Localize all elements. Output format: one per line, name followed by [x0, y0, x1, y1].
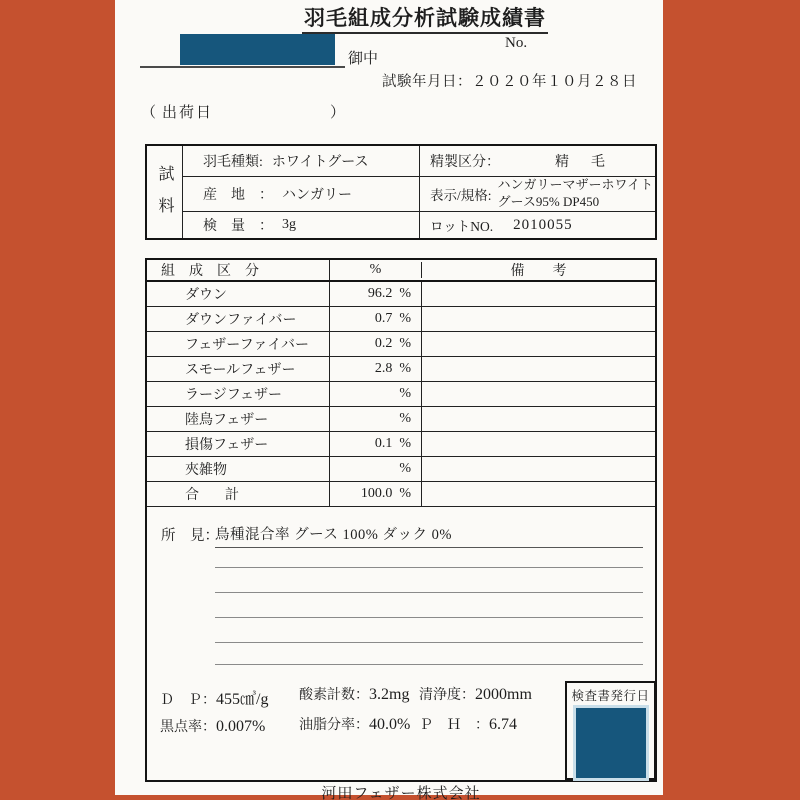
composition-row-damaged-feather: 損傷フェザー 0.1 % [147, 432, 655, 457]
addressee-suffix: 御中 [348, 51, 379, 67]
composition-row-down: ダウン 96.2 % [147, 282, 655, 307]
issue-date-label: 検査書発行日 [571, 689, 650, 703]
black-point-measurement: 黒点率：0.007% [160, 718, 266, 735]
results-box [145, 258, 657, 782]
feather-type-value: ホワイトグース [271, 155, 369, 170]
composition-row-large-feather: ラージフェザー % [147, 382, 655, 407]
sample-row-origin [183, 177, 655, 212]
test-date-line [382, 70, 637, 91]
composition-header-remarks: 備 考 [510, 264, 567, 279]
shipping-paren-open: （ [141, 105, 157, 121]
lot-label: ロットNO. [430, 219, 494, 234]
no-label: No. [505, 35, 528, 51]
lot-value: 2010055 [513, 216, 573, 233]
origin-value: ハンガリー [282, 188, 352, 203]
weight-label: 検 量 ： [203, 219, 273, 234]
weight-value: 3g [282, 217, 296, 232]
composition-header-row [147, 260, 655, 282]
sample-row-weight [183, 212, 655, 238]
findings-blank-line [215, 642, 643, 643]
issue-date-box [565, 681, 656, 780]
composition-row-down-fiber: ダウンファイバー 0.7 % [147, 307, 655, 332]
findings-text: 鳥種混合率 グース 100% ダック 0% [215, 523, 643, 548]
document-title: 羽毛組成分析試験成績書 [300, 2, 550, 32]
feather-type-label: 羽毛種類: [203, 155, 263, 170]
findings-blank-line [215, 592, 643, 593]
composition-table [147, 260, 655, 507]
sample-row-header-cell [147, 146, 183, 238]
oil-content-measurement: 油脂分率：40.0% [299, 716, 411, 733]
spec-value: ハンガリーマザーホワイト グース95% DP450 [497, 177, 654, 209]
company-name: 河田フェザー株式会社 [321, 786, 481, 800]
composition-row-impurities: 夾雑物 % [147, 457, 655, 482]
cleanliness-measurement: 清浄度：2000mm [419, 686, 532, 703]
sample-row-header: 試料 [156, 165, 173, 229]
redacted-issue-date-stamp [576, 708, 646, 778]
shipping-paren-close: ） [330, 105, 346, 121]
findings-blank-line [215, 617, 643, 618]
test-date-label: 試験年月日： [382, 74, 472, 90]
shipping-date-label: 出荷日 [162, 105, 214, 121]
refine-value: 精 毛 [555, 155, 609, 170]
findings-blank-line [215, 664, 643, 665]
sample-grid [183, 146, 655, 238]
ph-measurement: Ｐ Ｈ ：6.74 [419, 716, 517, 733]
origin-label: 産 地 ： [203, 188, 273, 203]
composition-row-total: 合 計 100.0 % [147, 482, 655, 507]
sample-info-table [145, 144, 657, 240]
composition-header-percent: % [330, 262, 422, 278]
findings-label: 所 見： [161, 528, 219, 544]
findings-blank-line [215, 567, 643, 568]
sample-row-feather-type [183, 146, 655, 177]
composition-header-category: 組 成 区 分 [147, 260, 330, 280]
refine-label: 精製区分： [430, 155, 500, 170]
recipient-underline [140, 66, 345, 68]
dp-measurement: Ｄ Ｐ：455㎤/g [160, 691, 269, 708]
test-date-value: ２０２０年１０月２８日 [472, 74, 637, 90]
composition-row-landfowl-feather: 陸鳥フェザー % [147, 407, 655, 432]
redacted-recipient-name [180, 34, 335, 65]
spec-label: 表示/規格: [430, 188, 492, 203]
oxygen-measurement: 酸素計数：3.2mg [299, 686, 410, 703]
composition-row-feather-fiber: フェザーファイバー 0.2 % [147, 332, 655, 357]
composition-row-small-feather: スモールフェザー 2.8 % [147, 357, 655, 382]
